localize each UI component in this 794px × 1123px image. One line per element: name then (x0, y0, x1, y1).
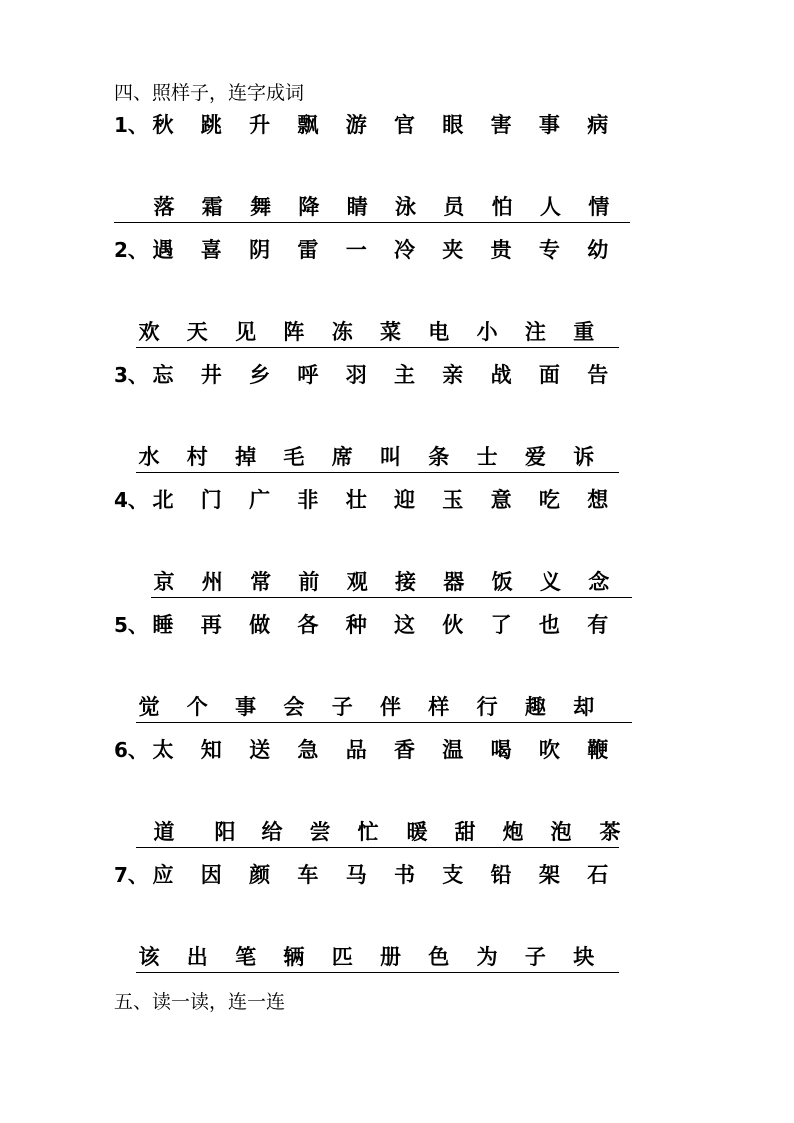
bottom-character[interactable]: 子 (524, 944, 546, 969)
bottom-character[interactable]: 条 (428, 444, 450, 469)
exercise-2 (114, 237, 634, 362)
top-character[interactable]: 贵 (490, 237, 512, 262)
top-character[interactable]: 害 (490, 112, 512, 137)
bottom-character[interactable]: 落 (153, 194, 175, 219)
top-character[interactable]: 飘 (297, 112, 319, 137)
top-character[interactable]: 马 (345, 862, 367, 887)
bottom-character[interactable]: 茶 (599, 819, 621, 844)
bottom-character[interactable]: 叫 (380, 444, 401, 469)
bottom-character[interactable]: 诉 (573, 444, 595, 469)
top-character[interactable]: 急 (297, 737, 319, 762)
bottom-character[interactable]: 欢 (138, 319, 160, 344)
bottom-character[interactable]: 该 (138, 944, 160, 969)
top-character[interactable]: 迎 (394, 487, 415, 512)
top-character[interactable]: 车 (297, 862, 319, 887)
bottom-character[interactable]: 道 (153, 819, 175, 844)
bottom-character[interactable]: 州 (201, 569, 223, 594)
exercise-number: 4、 (114, 488, 148, 512)
bottom-character[interactable]: 趣 (524, 694, 546, 719)
top-character[interactable]: 羽 (345, 362, 367, 387)
bottom-character[interactable]: 匹 (331, 944, 353, 969)
bottom-character[interactable]: 甜 (454, 819, 476, 844)
top-character[interactable]: 吹 (538, 737, 560, 762)
top-character[interactable]: 喝 (490, 737, 512, 762)
top-character[interactable]: 书 (394, 862, 415, 887)
top-character[interactable]: 病 (587, 112, 609, 137)
top-character[interactable]: 这 (394, 612, 415, 637)
exercise-3 (114, 362, 634, 487)
bottom-character[interactable]: 器 (443, 569, 465, 594)
top-character[interactable]: 有 (587, 612, 609, 637)
top-character[interactable]: 也 (538, 612, 560, 637)
exercise-number: 7、 (114, 863, 148, 887)
bottom-character[interactable]: 电 (428, 319, 450, 344)
bottom-character[interactable]: 块 (573, 944, 595, 969)
top-character[interactable]: 告 (587, 362, 609, 387)
bottom-character[interactable]: 注 (524, 319, 546, 344)
top-character[interactable]: 夹 (442, 237, 464, 262)
underline-rule (114, 222, 630, 223)
top-character[interactable]: 鞭 (587, 737, 609, 762)
bottom-character[interactable]: 情 (588, 194, 610, 219)
bottom-character[interactable]: 毛 (283, 444, 305, 469)
top-character[interactable]: 冷 (394, 237, 415, 262)
top-character[interactable]: 温 (442, 737, 464, 762)
top-character[interactable]: 意 (490, 487, 512, 512)
exercise-number: 1、 (114, 113, 148, 137)
bottom-character[interactable]: 泡 (550, 819, 572, 844)
top-character[interactable]: 应 (152, 862, 174, 887)
underline-rule (136, 847, 619, 848)
bottom-character[interactable]: 爱 (524, 444, 546, 469)
top-character[interactable]: 雷 (297, 237, 319, 262)
top-character[interactable]: 阴 (249, 237, 271, 262)
bottom-character[interactable]: 士 (476, 444, 498, 469)
top-character[interactable]: 想 (587, 487, 609, 512)
exercise-number: 6、 (114, 738, 148, 762)
exercise-number: 5、 (114, 613, 148, 637)
top-character[interactable]: 太 (152, 737, 174, 762)
bottom-character[interactable]: 睛 (346, 194, 368, 219)
bottom-character[interactable]: 员 (443, 194, 465, 219)
top-character[interactable]: 做 (249, 612, 271, 637)
exercise-number: 3、 (114, 363, 148, 387)
underline-rule (136, 722, 632, 723)
bottom-character[interactable]: 菜 (380, 319, 401, 344)
bottom-character[interactable]: 事 (235, 694, 257, 719)
top-character[interactable]: 铅 (490, 862, 512, 887)
bottom-character[interactable]: 阳 (214, 819, 236, 844)
top-character[interactable]: 专 (538, 237, 560, 262)
exercise-6 (114, 737, 634, 862)
top-character[interactable]: 幼 (587, 237, 609, 262)
top-character[interactable]: 玉 (442, 487, 464, 512)
top-character[interactable]: 遇 (152, 237, 174, 262)
bottom-character[interactable]: 出 (186, 944, 208, 969)
bottom-character[interactable]: 册 (380, 944, 401, 969)
bottom-character[interactable]: 辆 (283, 944, 305, 969)
top-character[interactable]: 乡 (249, 362, 271, 387)
top-character[interactable]: 支 (442, 862, 464, 887)
bottom-character[interactable]: 接 (395, 569, 416, 594)
top-character[interactable]: 再 (200, 612, 222, 637)
exercise-number: 2、 (114, 238, 148, 262)
top-character[interactable]: 送 (249, 737, 271, 762)
exercise-1 (114, 112, 634, 237)
bottom-character[interactable]: 常 (250, 569, 272, 594)
top-character[interactable]: 亲 (442, 362, 464, 387)
top-character[interactable]: 眼 (442, 112, 464, 137)
top-character[interactable]: 官 (394, 112, 415, 137)
top-character[interactable]: 睡 (152, 612, 174, 637)
top-character[interactable]: 呼 (297, 362, 319, 387)
bottom-character[interactable]: 忙 (357, 819, 379, 844)
top-character[interactable]: 忘 (152, 362, 174, 387)
top-character[interactable]: 吃 (538, 487, 560, 512)
top-character[interactable]: 井 (200, 362, 222, 387)
section-4-heading: 四、照样子，连字成词 (114, 82, 305, 104)
section-5-heading: 五、读一读，连一连 (114, 991, 286, 1013)
underline-rule (136, 972, 619, 973)
top-character[interactable]: 喜 (200, 237, 222, 262)
underline-rule (136, 347, 619, 348)
top-character[interactable]: 门 (200, 487, 222, 512)
bottom-character[interactable]: 念 (588, 569, 610, 594)
top-character[interactable]: 升 (249, 112, 271, 137)
bottom-character[interactable]: 觉 (138, 694, 160, 719)
bottom-character[interactable]: 天 (186, 319, 208, 344)
top-character[interactable]: 种 (345, 612, 367, 637)
bottom-character[interactable]: 炮 (502, 819, 524, 844)
bottom-character[interactable]: 人 (539, 194, 561, 219)
top-character[interactable]: 品 (345, 737, 367, 762)
bottom-character[interactable]: 前 (298, 569, 320, 594)
top-character[interactable]: 游 (345, 112, 367, 137)
top-character[interactable]: 知 (200, 737, 222, 762)
top-character[interactable]: 架 (538, 862, 560, 887)
top-character[interactable]: 各 (297, 612, 319, 637)
bottom-character[interactable]: 小 (476, 319, 498, 344)
bottom-character[interactable]: 冻 (331, 319, 353, 344)
top-character[interactable]: 壮 (345, 487, 367, 512)
bottom-character[interactable]: 水 (138, 444, 160, 469)
top-character[interactable]: 了 (490, 612, 512, 637)
top-character[interactable]: 颜 (249, 862, 271, 887)
bottom-character[interactable]: 霜 (201, 194, 223, 219)
bottom-character[interactable]: 舞 (250, 194, 272, 219)
bottom-character[interactable]: 见 (235, 319, 257, 344)
top-character[interactable]: 广 (249, 487, 271, 512)
bottom-character[interactable]: 泳 (395, 194, 416, 219)
bottom-character[interactable]: 义 (539, 569, 561, 594)
bottom-character[interactable]: 饭 (491, 569, 513, 594)
exercise-5 (114, 612, 634, 737)
top-character[interactable]: 主 (394, 362, 415, 387)
bottom-character[interactable]: 阵 (283, 319, 305, 344)
bottom-character[interactable]: 为 (476, 944, 498, 969)
underline-rule (136, 472, 619, 473)
bottom-character[interactable]: 行 (476, 694, 498, 719)
bottom-character[interactable]: 降 (298, 194, 320, 219)
bottom-character[interactable]: 席 (331, 444, 353, 469)
top-character[interactable]: 面 (538, 362, 560, 387)
top-character[interactable]: 事 (538, 112, 560, 137)
bottom-character[interactable]: 会 (283, 694, 305, 719)
bottom-character[interactable]: 子 (331, 694, 353, 719)
underline-rule (151, 597, 632, 598)
bottom-character[interactable]: 个 (186, 694, 208, 719)
bottom-character[interactable]: 怕 (491, 194, 513, 219)
bottom-character[interactable]: 却 (573, 694, 595, 719)
exercise-7 (114, 862, 634, 987)
top-character[interactable]: 北 (152, 487, 174, 512)
bottom-character[interactable]: 样 (428, 694, 450, 719)
top-character[interactable]: 石 (587, 862, 609, 887)
bottom-character[interactable]: 给 (261, 819, 283, 844)
bottom-character[interactable]: 尝 (309, 819, 331, 844)
bottom-character[interactable]: 村 (186, 444, 208, 469)
bottom-character[interactable]: 掉 (235, 444, 257, 469)
top-character[interactable]: 一 (345, 237, 367, 262)
bottom-character[interactable]: 伴 (380, 694, 401, 719)
top-character[interactable]: 非 (297, 487, 319, 512)
exercise-4 (114, 487, 634, 612)
bottom-character[interactable]: 京 (153, 569, 175, 594)
top-character[interactable]: 因 (200, 862, 222, 887)
top-character[interactable]: 香 (394, 737, 415, 762)
top-character[interactable]: 伙 (442, 612, 464, 637)
bottom-character[interactable]: 观 (346, 569, 368, 594)
bottom-character[interactable]: 笔 (235, 944, 257, 969)
bottom-character[interactable]: 暖 (406, 819, 428, 844)
top-character[interactable]: 战 (490, 362, 512, 387)
bottom-character[interactable]: 色 (428, 944, 450, 969)
top-character[interactable]: 跳 (200, 112, 222, 137)
top-character[interactable]: 秋 (152, 112, 174, 137)
bottom-character[interactable]: 重 (573, 319, 595, 344)
